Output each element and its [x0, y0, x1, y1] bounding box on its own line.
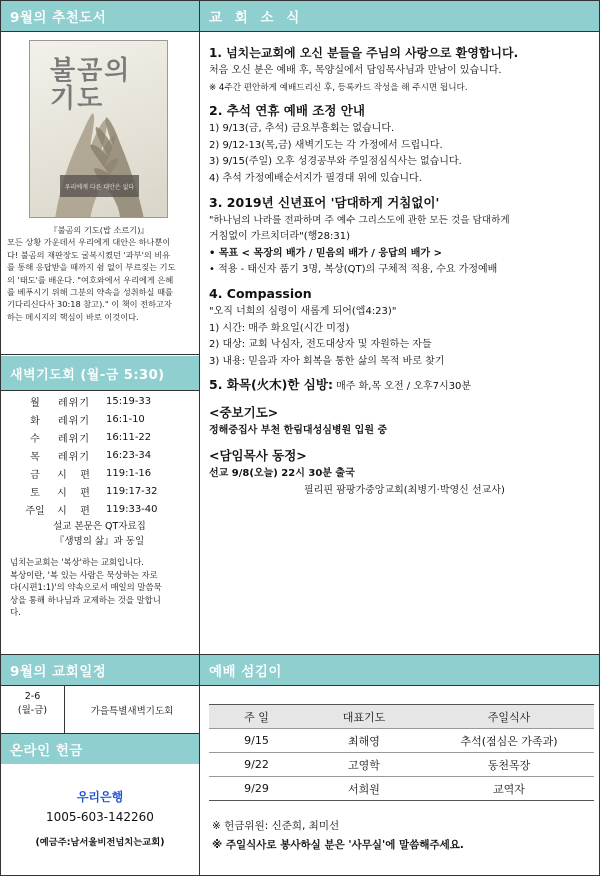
- divider: [199, 685, 600, 686]
- cell-date: 9/22: [209, 753, 304, 777]
- book-header: 9월의 추천도서: [1, 1, 199, 31]
- dawn-ref: 15:19-33: [106, 395, 152, 407]
- dawn-book: 시 편: [57, 487, 91, 499]
- book-desc-line: 다! 불곰의 재판장도 굴복시켰던 '과부'의 비유: [7, 249, 171, 260]
- dawn-book: 레위기: [58, 451, 90, 463]
- news-line: 1) 시간: 매주 화요일(시간 미정): [209, 322, 350, 334]
- divider: [0, 354, 200, 355]
- dawn-day: 목: [30, 451, 40, 463]
- cell-meal: 동천목장: [424, 753, 594, 777]
- bank-name: 우리은행: [76, 790, 124, 804]
- dawn-desc-line: 다.: [10, 607, 21, 618]
- news-line: "하나님의 나라를 전파하며 주 예수 그리스도에 관한 모든 것을 담대하게: [209, 214, 510, 226]
- dawn-desc-line: 넘치는교회는 '복상'하는 교회입니다.: [10, 557, 144, 567]
- dawn-note-2: 『생명의 삶』과 동일: [54, 536, 145, 547]
- news-body: [209, 38, 594, 499]
- dawn-day: 수: [30, 433, 40, 445]
- dawn-day: 주일: [25, 505, 45, 517]
- news-line: 3) 내용: 믿음과 자아 회복을 통한 삶의 목적 바로 찾기: [209, 355, 445, 367]
- dawn-schedule-table: [22, 392, 180, 518]
- dawn-book: 레위기: [58, 433, 90, 445]
- dawn-row: [22, 410, 180, 428]
- schedule-date-range: 2-6: [24, 691, 41, 702]
- dawn-ref: 119:1-16: [106, 467, 152, 479]
- news-line: 3) 9/15(주일) 오후 성경공부와 주일점심식사는 없습니다.: [209, 156, 462, 168]
- cell-prayer: 서희원: [304, 777, 424, 801]
- news-item-4-title: 4. Compassion: [209, 285, 312, 301]
- news-item-3-title: 3. 2019년 신년표어 '담대하게 거침없이': [209, 194, 440, 210]
- news-line: • 적용 - 태신자 품기 3명, 복상(QT)의 구체적 적용, 수요 가정예배: [209, 264, 498, 276]
- dawn-ref: 119:33-40: [106, 503, 158, 515]
- news-line: "오직 너희의 심령이 새롭게 되어(엡4:23)": [209, 305, 397, 317]
- dawn-row: [22, 464, 180, 482]
- news-line: 처음 오신 분은 예배 후, 목양실에서 담임목사님과 만남이 있습니다.: [209, 65, 502, 76]
- dawn-header: 새벽기도회 (월-금 5:30): [1, 356, 199, 390]
- schedule-date: [1, 690, 64, 718]
- schedule-header: 9월의 교회일정: [1, 655, 199, 685]
- divider: [0, 685, 200, 686]
- dawn-book: 시 편: [57, 469, 91, 481]
- dawn-ref: 16:1-10: [106, 413, 145, 425]
- dawn-desc-line: 복상이란, '복 있는 사람은 묵상하는 자로: [10, 569, 158, 580]
- table-row: [209, 777, 594, 801]
- dawn-desc-line: 다(시편1:1)'의 약속으로서 매일의 말씀묵: [10, 582, 162, 593]
- col-header: 주 일: [209, 705, 304, 729]
- book-cover-subtitle: 우리에게 다른 대안은 없다: [64, 184, 135, 191]
- cell-meal: 교역자: [424, 777, 594, 801]
- dawn-ref: 119:17-32: [106, 485, 158, 497]
- book-cover-title: 불곰의 기도: [50, 56, 132, 114]
- pastor-line-2: 필리핀 팜팡가중앙교회(최병기·박영신 선교사): [304, 484, 505, 496]
- offering-header: 온라인 헌금: [1, 734, 199, 764]
- book-desc-line: 기다리신다사 30:18 참고)." 이 책이 전하고자: [7, 299, 172, 310]
- cell-prayer: 최해영: [304, 729, 424, 753]
- book-desc-line: 하는 메시지의 핵심이 바로 이것이다.: [7, 311, 139, 322]
- dawn-row: [22, 446, 180, 464]
- col-header: 대표기도: [304, 705, 424, 729]
- news-line: 1) 9/13(금, 추석) 금요부흥회는 없습니다.: [209, 123, 395, 135]
- news-item-5-detail: 매주 화,목 오전 / 오후7시30분: [332, 381, 472, 393]
- schedule-event: 가을특별새벽기도회: [90, 706, 174, 717]
- book-desc-line: 를 통해 응답받을 때까지 쉼 없이 부르짖는 기도: [7, 262, 176, 273]
- pastor-line-1: 선교 9/8(오늘) 22시 30분 출국: [209, 467, 355, 479]
- dawn-day: 월: [30, 397, 40, 409]
- table-row: [209, 753, 594, 777]
- service-header: 예배 섬김이: [200, 655, 599, 685]
- cell-date: 9/15: [209, 729, 304, 753]
- meal-volunteer-note: ※ 주일식사로 봉사하실 분은 '사무실'에 말씀해주세요.: [212, 839, 464, 851]
- cell-prayer: 고영학: [304, 753, 424, 777]
- account-holder: (예금주:남서울비전넘치는교회): [35, 837, 165, 848]
- dawn-book: 시 편: [57, 505, 91, 517]
- offering-committee-note: ※ 헌금위원: 신준희, 최미선: [212, 820, 340, 832]
- book-desc-title: 『불곰의 기도(밥 소르기)』: [49, 225, 149, 235]
- dawn-book: 레위기: [58, 397, 90, 409]
- dawn-row: [22, 392, 180, 410]
- dawn-day: 토: [30, 487, 40, 499]
- cell-date: 9/29: [209, 777, 304, 801]
- news-line: 2) 대상: 교회 낙심자, 전도대상자 및 자원하는 자들: [209, 339, 432, 351]
- news-line: • 목표 < 목장의 배가 / 믿음의 배가 / 응답의 배가 >: [209, 247, 442, 259]
- news-line: 거침없이 가르치더라"(행28:31): [209, 231, 350, 243]
- news-line: ※ 4주간 편안하게 예배드리신 후, 등록카드 작성을 해 주시면 됩니다.: [209, 82, 468, 93]
- dawn-book: 레위기: [58, 415, 90, 427]
- service-table-header: [209, 705, 594, 729]
- book-desc-line: 모든 상황 가운데서 우리에게 대안은 하나뿐이: [7, 237, 171, 248]
- dawn-ref: 16:11-22: [106, 431, 152, 443]
- book-description: [7, 224, 191, 323]
- news-item-5: [209, 375, 594, 397]
- divider: [0, 31, 200, 32]
- news-item-2-title: 2. 추석 연휴 예배 조정 안내: [209, 103, 365, 119]
- service-table: [209, 704, 594, 801]
- account-number: 1005-603-142260: [46, 810, 154, 824]
- divider: [199, 31, 600, 32]
- col-header: 주일식사: [424, 705, 594, 729]
- book-cover-image: [29, 40, 168, 218]
- table-row: [209, 729, 594, 753]
- divider: [0, 390, 200, 391]
- news-line: 2) 9/12-13(목,금) 새벽기도는 각 가정에서 드립니다.: [209, 139, 443, 151]
- news-item-1-title: 1. 넘치는교회에 오신 분들을 주님의 사랑으로 환영합니다.: [209, 46, 519, 60]
- dawn-note-1: 설교 본문은 QT자료집: [53, 521, 146, 532]
- prayer-line: 정해중집사 부천 한림대성심병원 입원 중: [209, 425, 388, 437]
- news-item-5-title: 5. 화목(火木)한 심방:: [209, 377, 333, 393]
- dawn-description: [10, 556, 192, 619]
- book-desc-line: 의 '태도'를 배운다. "여호와에서 우리에게 은혜: [7, 274, 174, 285]
- dawn-desc-line: 상을 통해 하나님과 교제하는 것을 말합니: [10, 594, 161, 605]
- schedule-date-days: (월-금): [17, 705, 48, 716]
- cell-meal: 추석(점심은 가족과): [424, 729, 594, 753]
- news-line: 4) 추석 가정예배순서지가 필경대 위에 있습니다.: [209, 172, 422, 184]
- dawn-row: [22, 428, 180, 446]
- prayer-title: <중보기도>: [209, 405, 279, 421]
- dawn-day: 화: [30, 415, 40, 427]
- dawn-row: [22, 500, 180, 518]
- news-header: 교 회 소 식: [200, 1, 599, 31]
- praying-hands-illustration: [30, 93, 168, 218]
- pastor-title: <담임목사 동정>: [209, 447, 307, 463]
- dawn-row: [22, 482, 180, 500]
- dawn-ref: 16:23-34: [106, 449, 152, 461]
- dawn-day: 금: [30, 469, 40, 481]
- book-desc-line: 를 베푸시기 위해 그분의 약속을 성취하실 때를: [7, 287, 173, 298]
